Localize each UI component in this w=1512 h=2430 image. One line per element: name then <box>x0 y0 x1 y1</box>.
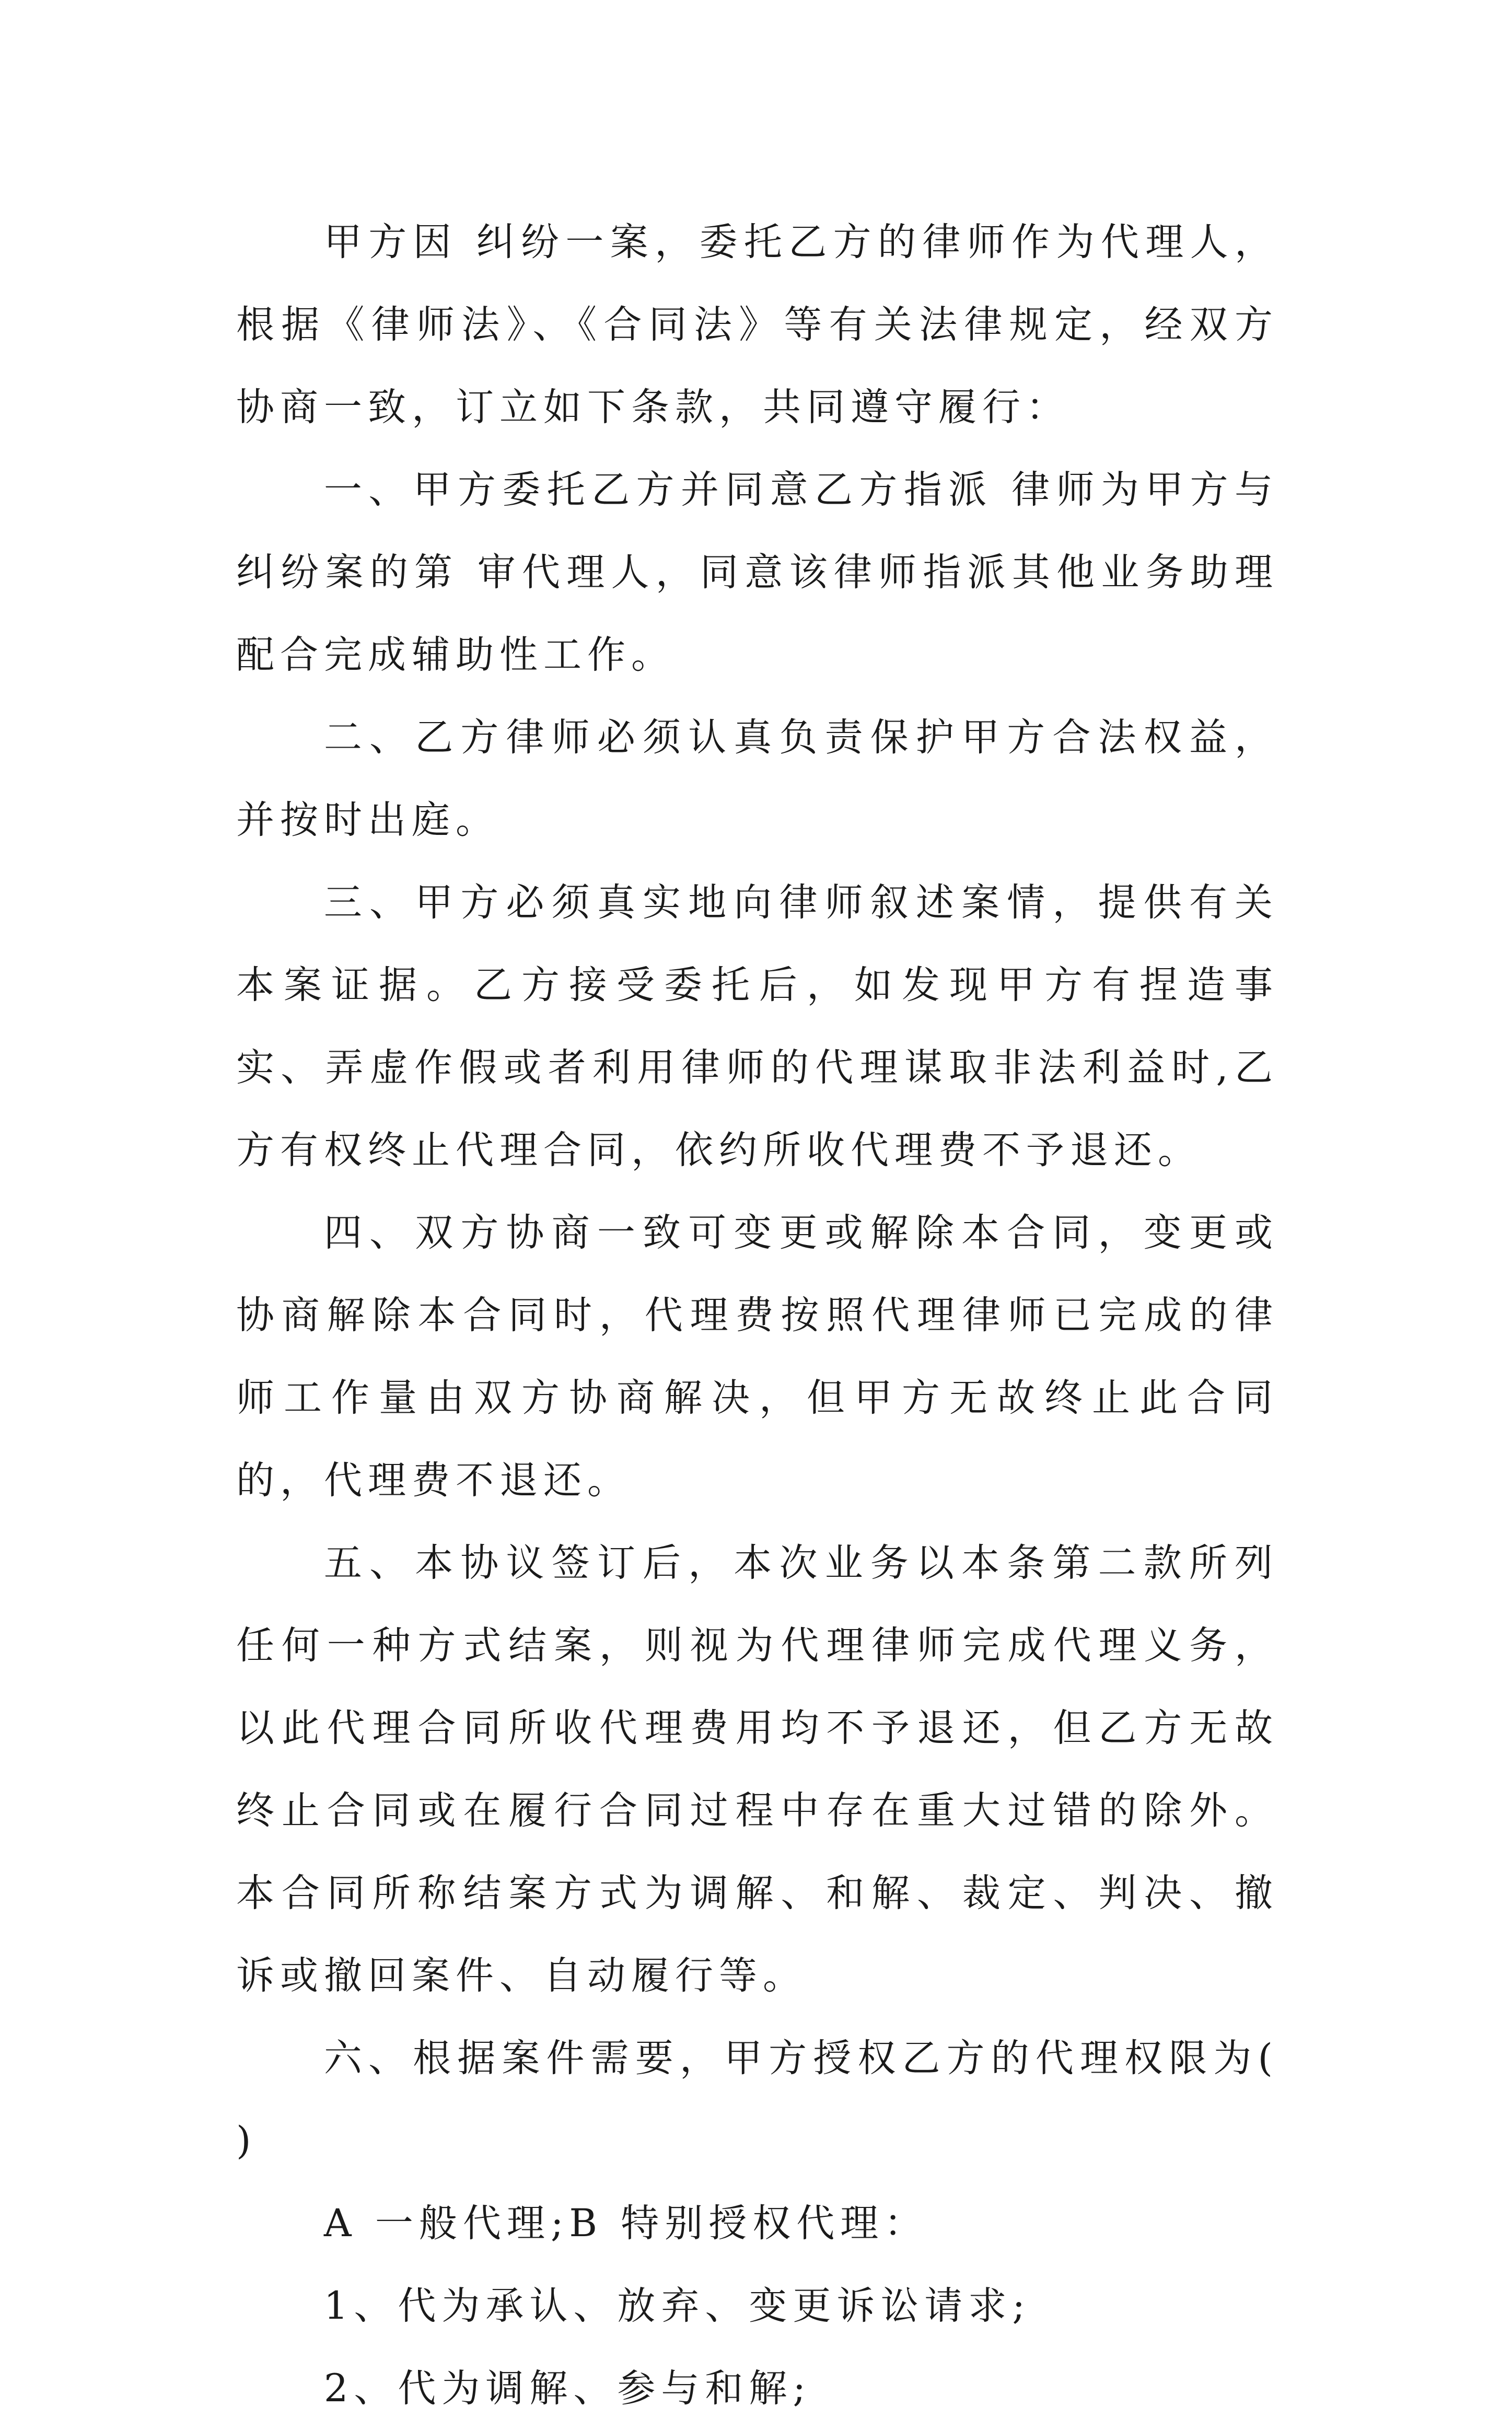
paragraph-preamble: 甲方因 纠纷一案，委托乙方的律师作为代理人，根据《律师法》、《合同法》等有关法律规定，经双方协商一致，订立如下条款，共同遵守履行： <box>236 220 1278 429</box>
paragraph-agency-type: A 一般代理;B 特别授权代理： <box>323 2201 928 2246</box>
paragraph-clause-4: 四、双方协商一致可变更或解除本合同，变更或协商解除本合同时，代理费按照代理律师已完成的律师工作量由双方协商解决，但甲方无故终止此合同的，代理费不退还。 <box>236 1211 1278 1503</box>
paragraph-authority-item-1: 1、代为承认、放弃、变更诉讼请求; <box>323 2284 1031 2328</box>
paragraph-clause-3: 三、甲方必须真实地向律师叙述案情，提供有关本案证据。乙方接受委托后，如发现甲方有捏造事实、弄虚作假或者利用律师的代理谋取非法利益时,乙方有权终止代理合同，依约所收代理费不予退还。 <box>236 880 1278 1172</box>
paragraph-clause-1: 一、甲方委托乙方并同意乙方指派 律师为甲方与 纠纷案的第 审代理人，同意该律师指派其他业务助理配合完成辅助性工作。 <box>236 468 1278 677</box>
paragraph-clause-5: 五、本协议签订后，本次业务以本条第二款所列任何一种方式结案，则视为代理律师完成代理义务，以此代理合同所收代理费用均不予退还，但乙方无故终止合同或在履行合同过程中存在重大过错的除外。本合同所称结案方式为调解、和解、裁定、判决、撤诉或撤回案件、自动履行等。 <box>236 1541 1278 1998</box>
paragraph-clause-2: 二、乙方律师必须认真负责保护甲方合法权益，并按时出庭。 <box>236 715 1278 842</box>
document-body <box>236 201 1278 2430</box>
paragraph-clause-6: 六、根据案件需要，甲方授权乙方的代理权限为( ) <box>236 2036 1278 2163</box>
paragraph-authority-item-2: 2、代为调解、参与和解; <box>323 2366 811 2411</box>
